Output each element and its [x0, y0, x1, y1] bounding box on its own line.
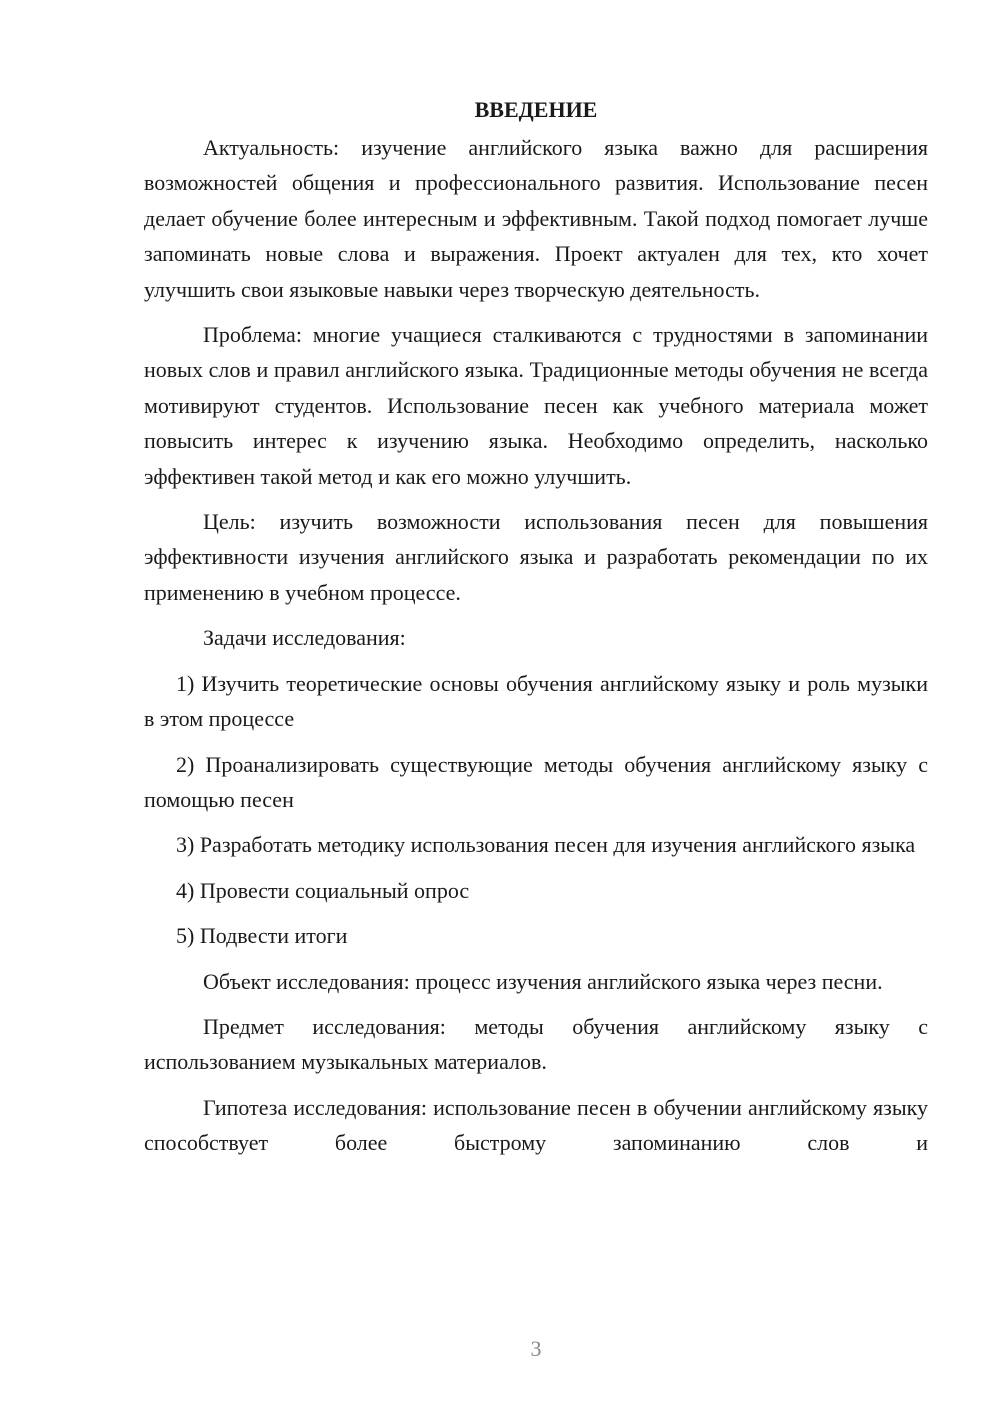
task-item-1: 1) Изучить теоретические основы обучения английскому языку и роль музыки в этом процессе [144, 670, 928, 732]
task-item-3: 3) Разработать методику использования песен для изучения английского языка [176, 832, 916, 858]
page-number: 3 [530, 1336, 542, 1361]
document-page [144, 92, 928, 1171]
paragraph-hypothesis: Гипотеза исследования: использование песен в обучении английскому языку способствует более быстрому запоминанию слов и [144, 1094, 928, 1156]
task-item-2: 2) Проанализировать существующие методы обучения английскому языку с помощью песен [144, 751, 928, 812]
paragraph-goal: Цель: изучить возможности использования песен для повышения эффективности изучения английского языка и разработать рекомендации по их применению в учебном процессе. [144, 509, 928, 605]
paragraph-problem: Проблема: многие учащиеся сталкиваются с трудностями в запоминании новых слов и правил английского языка. Традиционные методы обучения не всегда мотивируют студентов. Использование песен как учебного материала может повысить интерес к изучению языка. Необходимо определить, насколько эффективен такой метод и как его можно улучшить. [144, 322, 928, 489]
section-title: ВВЕДЕНИЕ [474, 97, 598, 122]
task-item-4: 4) Провести социальный опрос [176, 877, 470, 903]
tasks-heading: Задачи исследования: [203, 625, 406, 651]
paragraph-relevance: Актуальность: изучение английского языка важно для расширения возможностей общения и профессионального развития. Использование песен делает обучение более интересным и эффективным. Такой подход помогает лучше запоминать новые слова и выражения. Проект актуален для тех, кто хочет улучшить свои языковые навыки через творческую деятельность. [144, 135, 928, 302]
paragraph-object: Объект исследования: процесс изучения английского языка через песни. [203, 968, 883, 994]
paragraph-subject: Предмет исследования: методы обучения английскому языку с использованием музыкальных материалов. [144, 1013, 928, 1075]
task-item-5: 5) Подвести итоги [176, 923, 348, 949]
